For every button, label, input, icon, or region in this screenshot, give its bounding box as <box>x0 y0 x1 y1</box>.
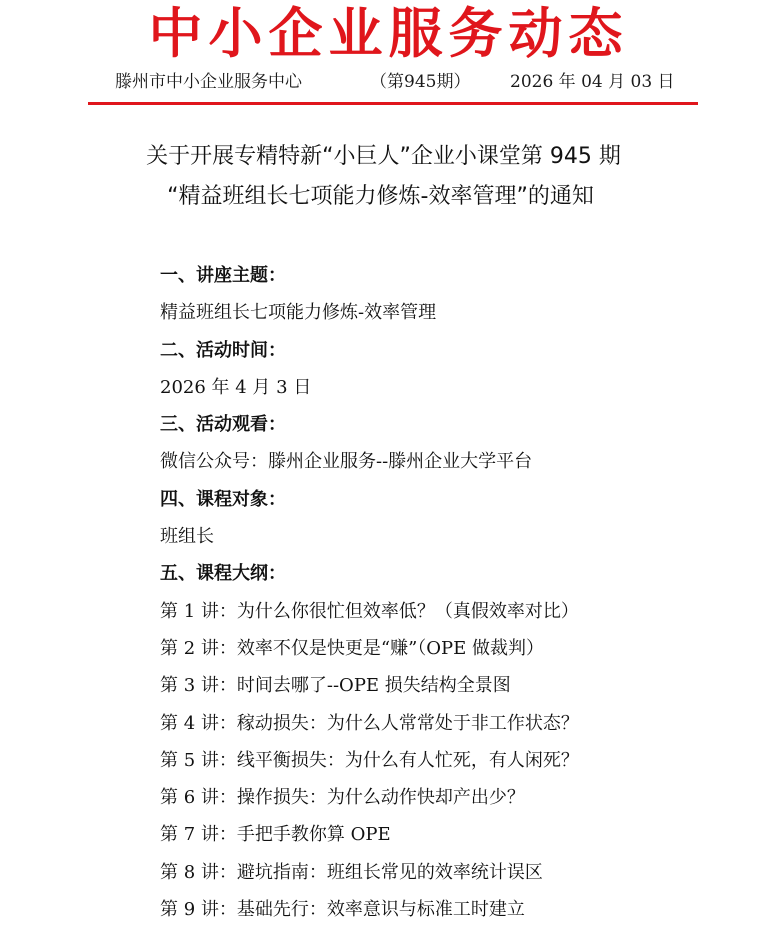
outline-item: 第 5 讲：线平衡损失：为什么有人忙死，有人闲死？ <box>160 749 579 771</box>
publisher-name: 滕州市中小企业服务中心 <box>115 72 302 92</box>
section-content-audience: 班组长 <box>160 526 214 548</box>
masthead-title: 中小企业服务动态 <box>148 2 629 65</box>
section-content-time: 2026 年 4 月 3 日 <box>160 376 312 398</box>
header-divider <box>88 102 698 105</box>
section-content-topic: 精益班组长七项能力修炼-效率管理 <box>160 302 437 324</box>
issue-date: 2026 年 04 月 03 日 <box>510 72 675 92</box>
outline-item: 第 9 讲：基础先行：效率意识与标准工时建立 <box>160 899 525 921</box>
notice-title-line-2: “精益班组长七项能力修炼-效率管理”的通知 <box>167 184 594 209</box>
section-heading-time: 二、活动时间： <box>160 339 286 361</box>
section-heading-viewing: 三、活动观看： <box>160 414 286 436</box>
outline-item: 第 2 讲：效率不仅是快更是“赚”（OPE 做裁判） <box>160 637 545 659</box>
notice-title-line-1: 关于开展专精特新“小巨人”企业小课堂第 945 期 <box>146 144 621 169</box>
outline-item: 第 8 讲：避坑指南：班组长常见的效率统计误区 <box>160 861 543 883</box>
section-heading-topic: 一、讲座主题： <box>160 265 286 286</box>
section-heading-outline: 五、课程大纲： <box>160 563 286 585</box>
section-content-viewing: 微信公众号：滕州企业服务--滕州企业大学平台 <box>160 451 533 473</box>
outline-item: 第 1 讲：为什么你很忙但效率低？（真假效率对比） <box>160 600 579 622</box>
notice-body <box>160 257 760 928</box>
issue-number: （第945期） <box>370 72 471 92</box>
outline-item: 第 6 讲：操作损失：为什么动作快却产出少？ <box>160 787 525 809</box>
section-heading-audience: 四、课程对象： <box>160 488 286 510</box>
outline-item: 第 7 讲：手把手教你算 OPE <box>160 824 391 846</box>
outline-item: 第 3 讲：时间去哪了--OPE 损失结构全景图 <box>160 675 511 697</box>
issue-line <box>115 70 695 94</box>
outline-item: 第 4 讲：稼动损失：为什么人常常处于非工作状态？ <box>160 712 579 734</box>
